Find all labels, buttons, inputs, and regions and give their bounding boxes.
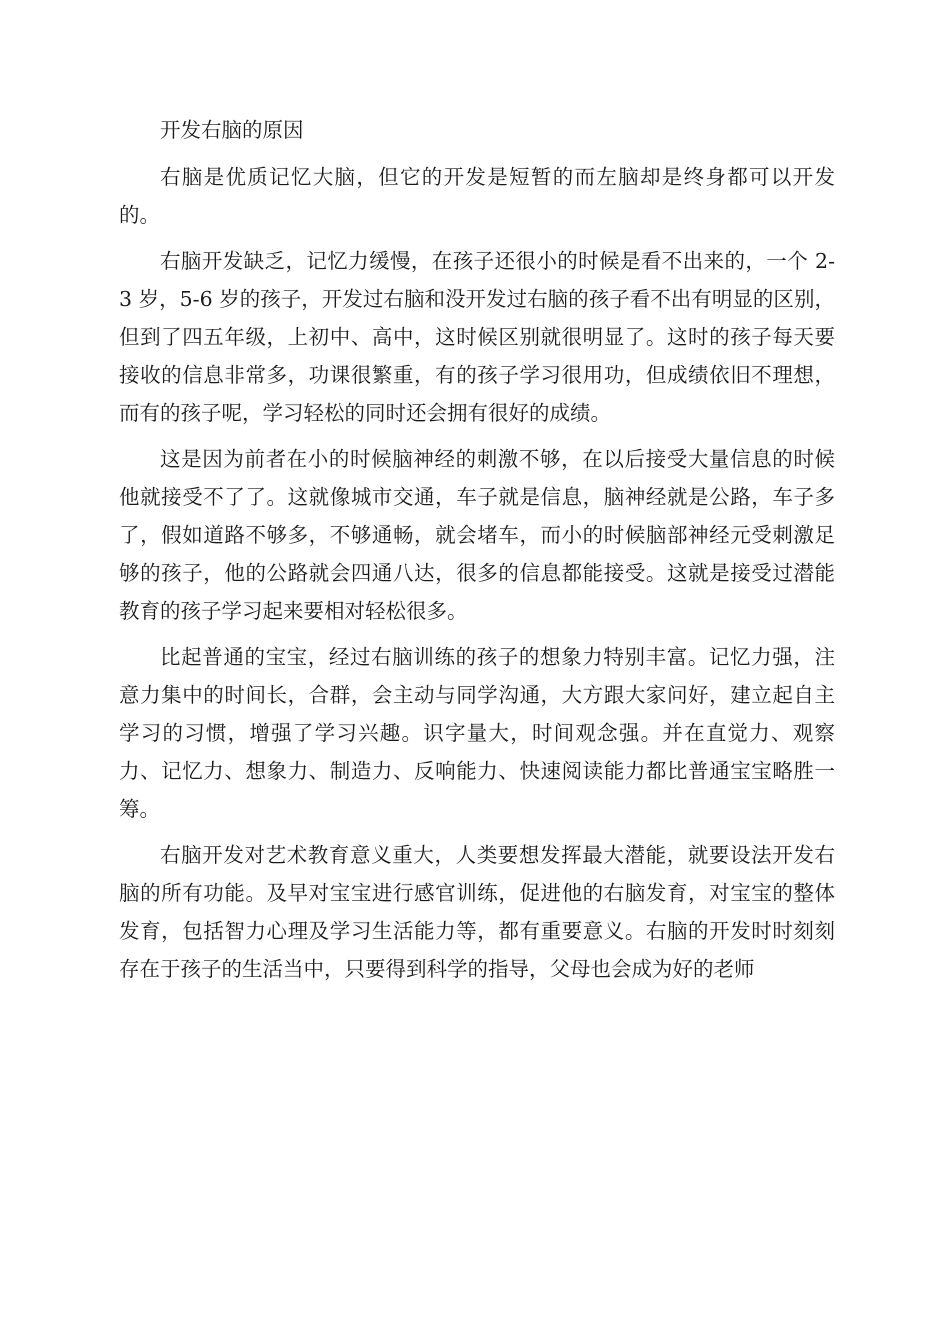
document-title: 开发右脑的原因 (160, 118, 304, 142)
paragraph-5: 右脑开发对艺术教育意义重大，人类要想发挥最大潜能，就要设法开发右脑的所有功能。及早对宝宝进行感官训练，促进他的右脑发育，对宝宝的整体发育，包括智力心理及学习生活能力等，都有重要意义。右脑的开发时时刻刻存在于孩子的生活当中，只要得到科学的指导，父母也会成为好的老师 (119, 843, 835, 981)
paragraph-3: 这是因为前者在小的时候脑神经的刺激不够，在以后接受大量信息的时候他就接受不了了。这就像城市交通，车子就是信息，脑神经就是公路，车子多了，假如道路不够多，不够通畅，就会堵车，而小的时候脑部神经元受刺激足够的孩子，他的公路就会四通八达，很多的信息都能接受。这就是接受过潜能教育的孩子学习起来要相对轻松很多。 (119, 447, 835, 623)
document-body (119, 112, 835, 998)
paragraph-4: 比起普通的宝宝，经过右脑训练的孩子的想象力特别丰富。记忆力强，注意力集中的时间长，合群，会主动与同学沟通，大方跟大家问好，建立起自主学习的习惯，增强了学习兴趣。识字量大，时间观念强。并在直觉力、观察力、记忆力、想象力、制造力、反响能力、快速阅读能力都比普通宝宝略胜一筹。 (119, 645, 835, 821)
paragraph-1: 右脑是优质记忆大脑，但它的开发是短暂的而左脑却是终身都可以开发的。 (119, 164, 835, 227)
paragraph-2: 右脑开发缺乏，记忆力缓慢，在孩子还很小的时候是看不出来的，一个 2-3 岁，5-6 岁的孩子，开发过右脑和没开发过右脑的孩子看不出有明显的区别，但到了四五年级，上初中、高中，这时候区别就很明显了。这时的孩子每天要接收的信息非常多，功课很繁重，有的孩子学习很用功，但成绩依旧不理想，而有的孩子呢，学习轻松的同时还会拥有很好的成绩。 (119, 249, 835, 425)
